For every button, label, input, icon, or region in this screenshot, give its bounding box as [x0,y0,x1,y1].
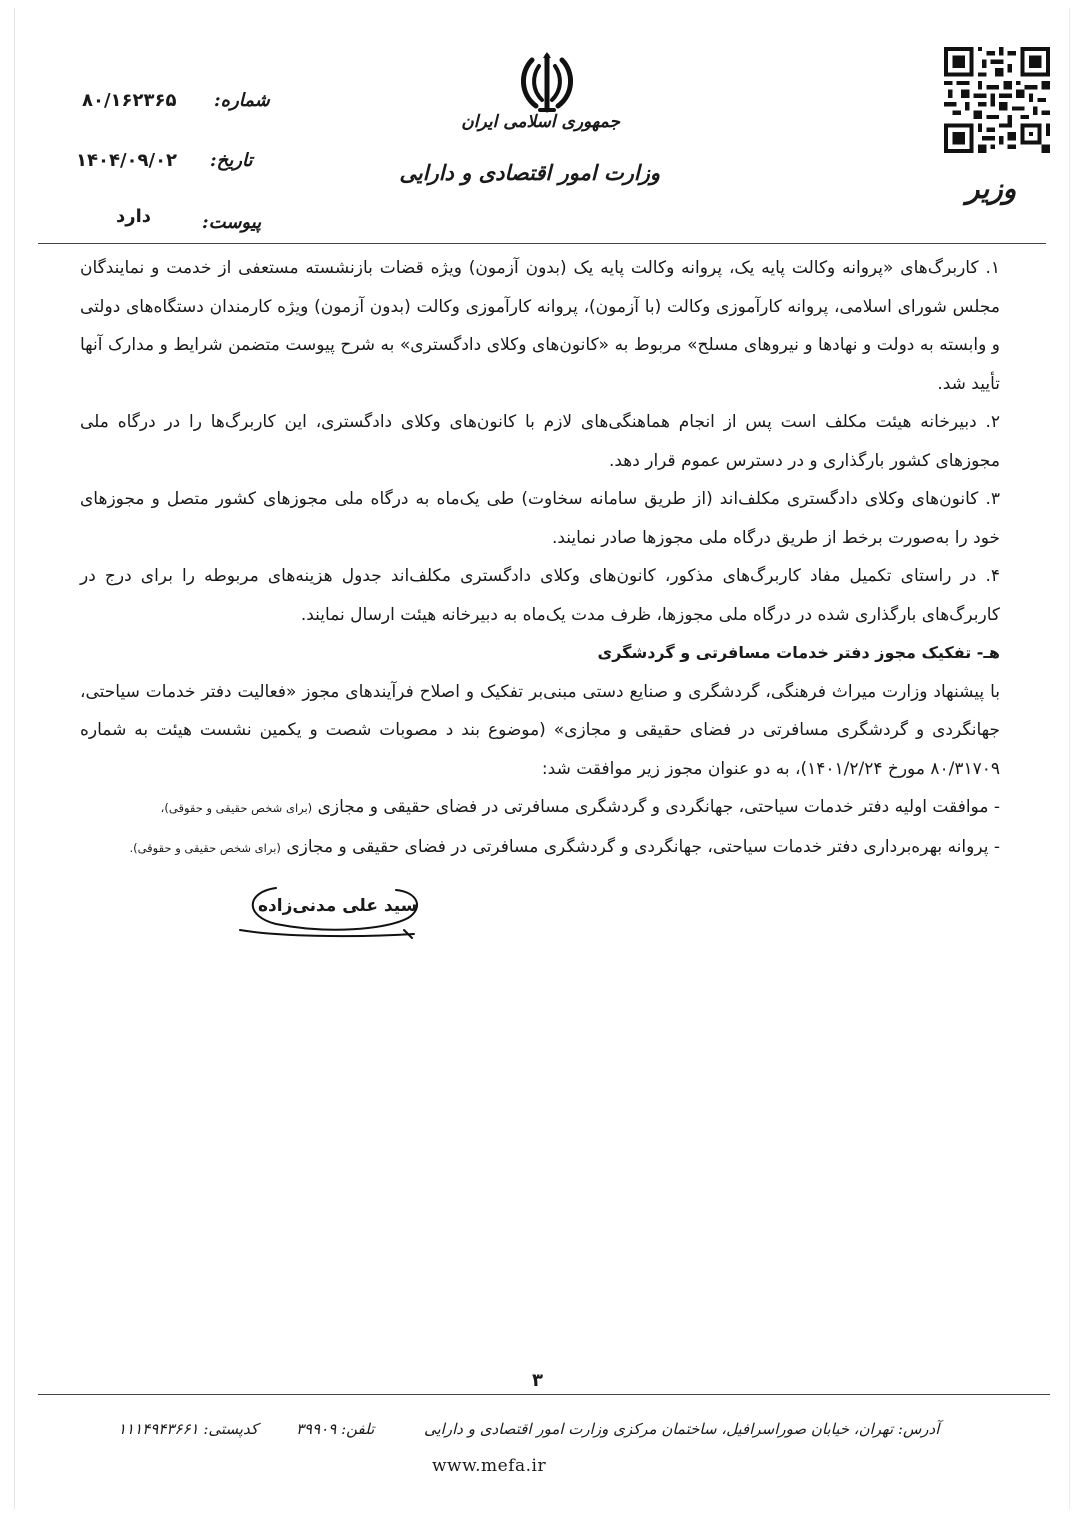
footer-postal-code: کدپستی: ۱۱۱۴۹۴۳۶۶۱ [118,1420,258,1438]
paragraph-2: ۲. دبیرخانه هیئت مکلف است پس از انجام هماهنگی‌های لازم با کانون‌های وکلای دادگستری، این کاربرگ‌ها را در درگاه ملی مجوزهای کشور بارگذاری و در دسترس عموم قرار دهد. [80,412,1000,471]
republic-title: جمهوری اسلامی ایران [461,112,620,132]
footer-divider [38,1394,1050,1395]
number-label: شماره: [214,90,270,111]
page-number: ۳ [532,1370,543,1391]
attachment-value: دارد [116,206,152,227]
bullet-1-text: - موافقت اولیه دفتر خدمات سیاحتی، جهانگردی و گردشگری مسافرتی در فضای حقیقی و مجازی [317,797,1000,817]
footer-address: آدرس: تهران، خیابان صوراسرافیل، ساختمان مرکزی وزارت امور اقتصادی و دارایی [424,1420,940,1438]
bullet-1-note: (برای شخص حقیقی و حقوقی)، [160,801,313,815]
minister-title: وزیر [966,172,1017,205]
qr-code [944,47,1050,153]
ministry-title: وزارت امور اقتصادی و دارایی [399,160,660,185]
date-value: ۱۴۰۴/۰۹/۰۲ [76,150,178,171]
emblem-icon [514,52,580,114]
bullet-item-2 [80,828,1000,868]
footer-phone: تلفن: ۳۹۹۰۹ [296,1420,375,1438]
footer-website-link[interactable]: www.mefa.ir [432,1456,547,1476]
letter-body [80,249,1000,867]
section-heading: هـ- تفکیک مجوز دفتر خدمات مسافرتی و گردشگری [597,643,1000,662]
date-label: تاریخ: [210,150,253,171]
bullet-2-text: - پروانه بهره‌برداری دفتر خدمات سیاحتی، جهانگردی و گردشگری مسافرتی در فضای حقیقی و مجازی [286,836,1000,857]
bullet-item-1 [80,788,1000,828]
paragraph-3: ۳. کانون‌های وکلای دادگستری مکلف‌اند (از طریق سامانه سخاوت) طی یک‌ماه به درگاه ملی مجوزهای کشور متصل و مجوزهای خود را به‌صورت برخط از طریق درگاه ملی مجوزها صادر نمایند. [80,489,1000,548]
paragraph-5: با پیشنهاد وزارت میراث فرهنگی، گردشگری و صنایع دستی مبنی‌بر تفکیک و اصلاح فرآیندهای مجوز «فعالیت دفتر خدمات سیاحتی، جهانگردی و گردشگری مسافرتی در فضای حقیقی و مجازی» (موضوع بند د مصوبات شصت و یکمین نشست هیئت به شماره ۸۰/۳۱۷۰۹ مورخ ۱۴۰۱/۲/۲۴)، به دو عنوان مجوز زیر موافقت شد: [80,681,1000,779]
number-value: ۸۰/۱۶۲۳۶۵ [82,90,177,111]
attachment-label: پیوست: [202,212,262,233]
bullet-2-note: (برای شخص حقیقی و حقوقی). [129,840,281,855]
signatory-name: سید علی مدنی‌زاده [258,896,418,916]
paragraph-1: ۱. کاربرگ‌های «پروانه وکالت پایه یک، پروانه وکالت پایه یک (بدون آزمون) ویژه قضات بازنشسته مستعفی از خدمت و نمایندگان مجلس شورای اسلامی، پروانه کارآموزی وکالت (با آزمون)، پروانه کارآموزی وکالت (بدون آزمون) ویژه کارمندان دستگاه‌های دولتی و وابسته به دولت و نهادها و نیروهای مسلح» مربوط به «کانون‌های وکلای دادگستری» به شرح پیوست متضمن شرایط و مدارک آنها تأیید شد. [80,258,1000,394]
header-divider [38,243,1046,244]
paragraph-4: ۴. در راستای تکمیل مفاد کاربرگ‌های مذکور، کانون‌های وکلای دادگستری مکلف‌اند جدول هزینه‌های مربوطه را برای درج در کاربرگ‌های بارگذاری شده در درگاه ملی مجوزها، ظرف مدت یک‌ماه به دبیرخانه هیئت ارسال نمایند. [80,566,1000,625]
